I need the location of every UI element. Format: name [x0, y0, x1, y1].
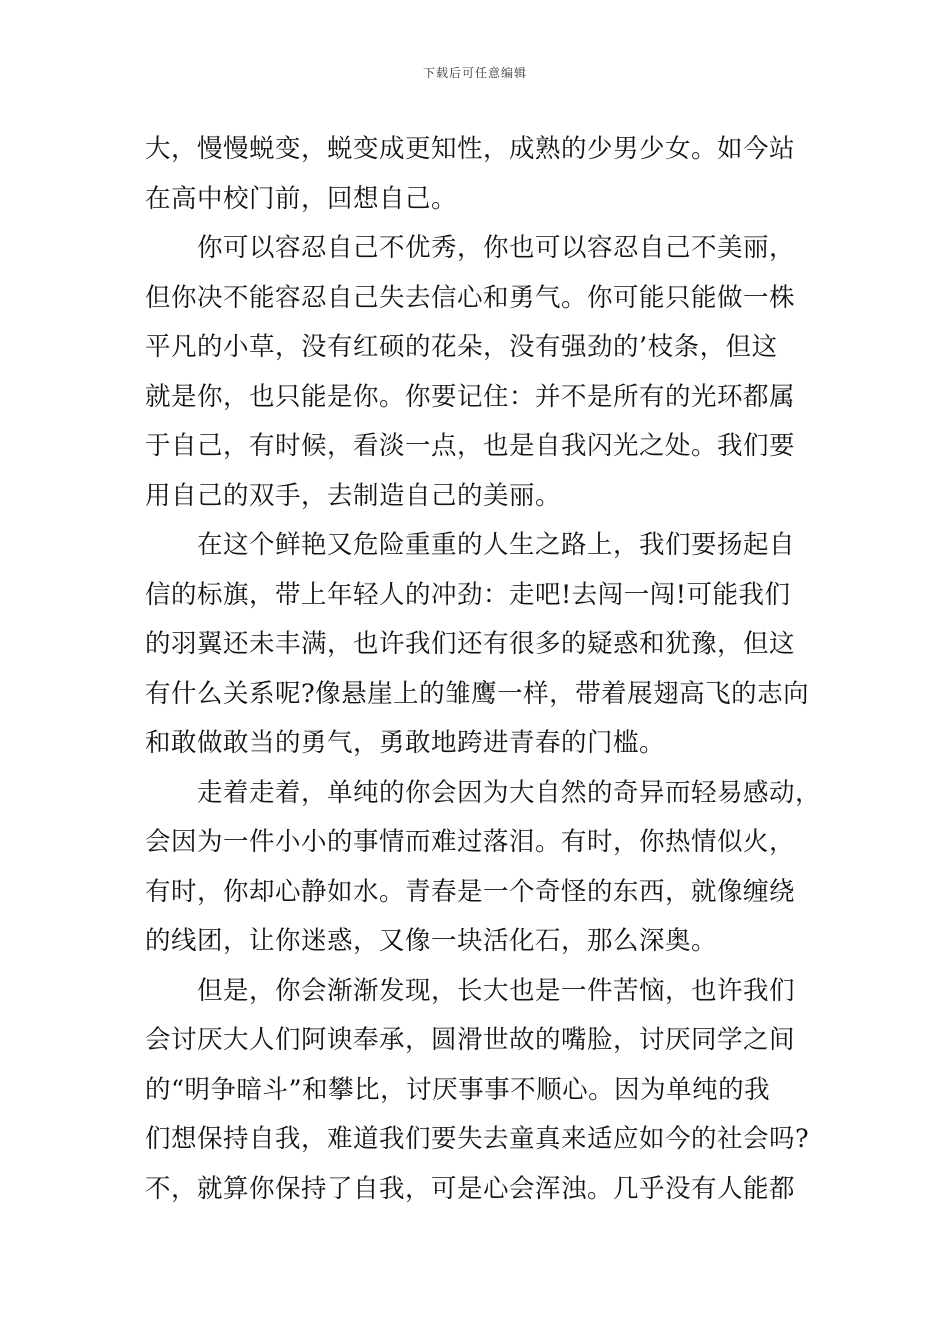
paragraph [145, 521, 817, 769]
text-line: 有什么关系呢?像悬崖上的雏鹰一样，带着展翅高飞的志向 [145, 678, 810, 709]
text-line: 大，慢慢蜕变，蜕变成更知性，成熟的少男少女。如今站 [145, 134, 796, 164]
text-line: 不，就算你保持了自我，可是心会浑浊。几乎没有人能都 [145, 1173, 796, 1204]
text-line: 的羽翼还未丰满，也许我们还有很多的疑惑和犹豫，但这 [145, 629, 796, 659]
text-line: 于自己，有时候，看淡一点，也是自我闪光之处。我们要 [145, 431, 796, 461]
text-line: 走着走着，单纯的你会因为大自然的奇异而轻易感动， [197, 777, 822, 808]
paragraph [145, 125, 817, 224]
text-line: 们想保持自我，难道我们要失去童真来适应如今的社会吗? [145, 1124, 810, 1154]
text-line: 在这个鲜艳又危险重重的人生之路上，我们要扬起自 [197, 530, 796, 560]
text-line: 信的标旗，带上年轻人的冲劲：走吧!去闯一闯!可能我们 [145, 579, 791, 610]
text-line: 用自己的双手，去制造自己的美丽。 [145, 480, 562, 511]
text-line: 会因为一件小小的事情而难过落泪。有时，你热情似火， [145, 827, 796, 857]
text-line: 在高中校门前，回想自己。 [145, 183, 458, 214]
paragraph [145, 224, 817, 521]
text-line: 和敢做敢当的勇气，勇敢地跨进青春的门槛。 [145, 728, 666, 758]
text-line: 的线团，让你迷惑，又像一块活化石，那么深奥。 [145, 926, 718, 956]
text-line: 平凡的小草，没有红硕的花朵，没有强劲的’枝条，但这 [145, 332, 778, 362]
document-body [145, 125, 822, 1214]
paragraph [145, 967, 817, 1215]
text-line: 就是你，也只能是你。你要记住：并不是所有的光环都属 [145, 381, 796, 412]
text-line: 有时，你却心静如水。青春是一个奇怪的东西，就像缠绕 [145, 876, 796, 907]
text-line: 但你决不能容忍自己失去信心和勇气。你可能只能做一株 [145, 282, 796, 313]
text-line: 但是，你会渐渐发现，长大也是一件苦恼，也许我们 [197, 975, 796, 1006]
text-line: 会讨厌大人们阿谀奉承，圆滑世故的嘴脸，讨厌同学之间 [145, 1025, 796, 1055]
text-line: 的“明争暗斗”和攀比，讨厌事事不顺心。因为单纯的我 [145, 1074, 771, 1105]
paragraph [145, 769, 822, 967]
text-line: 你可以容忍自己不优秀，你也可以容忍自己不美丽， [197, 233, 796, 263]
page-header: 下载后可任意编辑 [422, 66, 527, 80]
